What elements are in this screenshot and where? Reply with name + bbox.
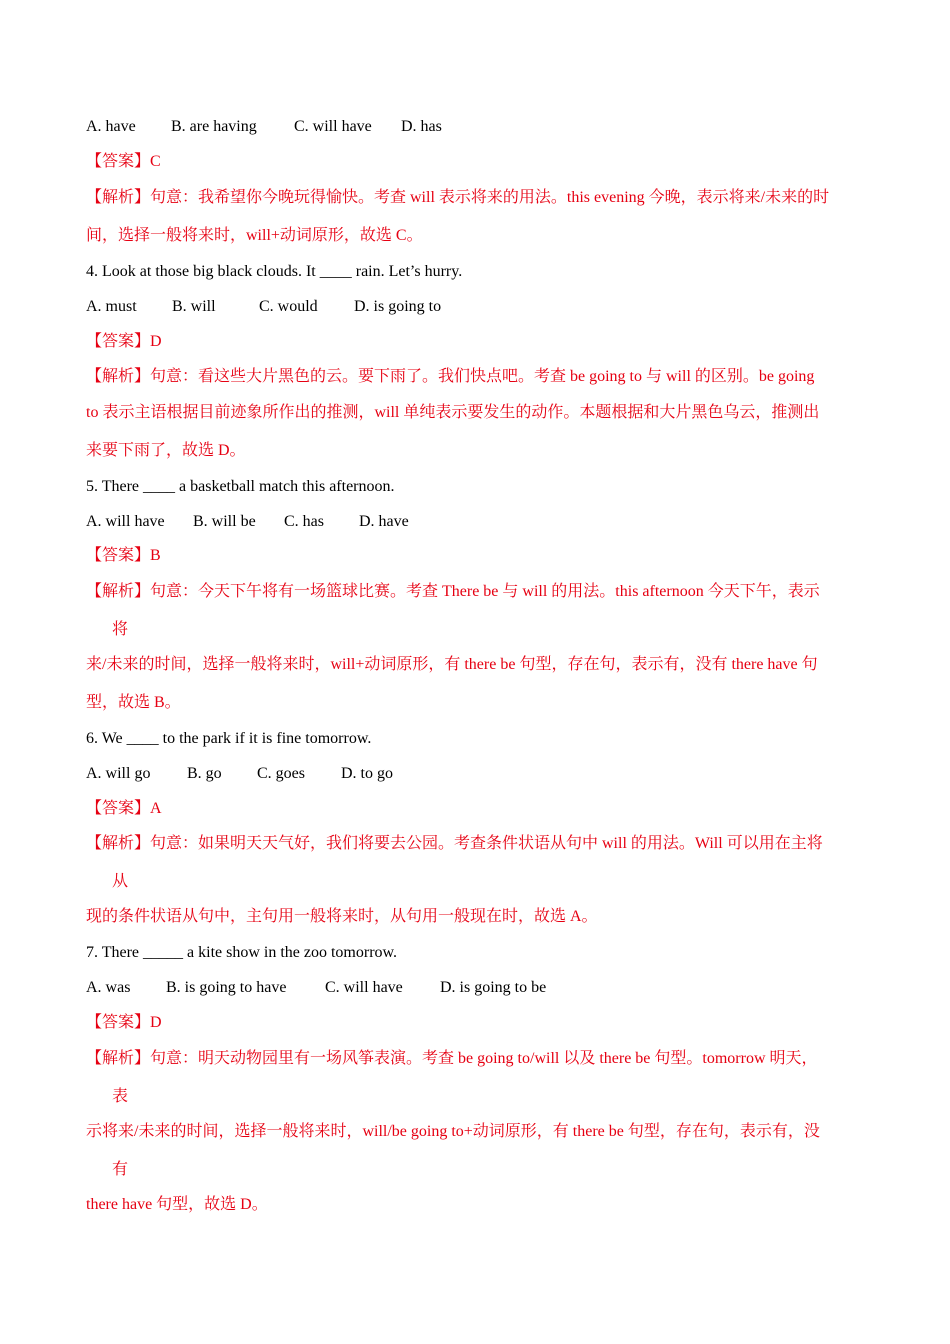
q7-analysis-line-3: 示将来/未来的时间，选择一般将来时，will/be going to+动词原形，有 there be 句型，存在句，表示有，没: [86, 1123, 820, 1140]
q4-option-c: C. would: [259, 298, 318, 315]
q5-options: [86, 512, 409, 532]
q5-analysis-line-1: 【解析】句意：今天下午将有一场篮球比赛。考查 There be 与 will 的用法。this afternoon 今天下午，表示: [86, 583, 820, 600]
q3-analysis-line-2: 间，选择一般将来时，will+动词原形，故选 C。: [86, 227, 423, 244]
q3-option-d: D. has: [401, 118, 442, 135]
q7-analysis-line-1: 【解析】句意：明天动物园里有一场风筝表演。考查 be going to/will 以及 there be 句型。tomorrow 明天，: [86, 1050, 818, 1067]
q4-option-d: D. is going to: [354, 298, 442, 315]
q6-option-a: A. will go: [86, 765, 151, 782]
q6-option-c: C. goes: [257, 765, 305, 782]
q7-answer: 【答案】D: [86, 1014, 162, 1031]
q3-analysis-line-1: 【解析】句意：我希望你今晚玩得愉快。考查 will 表示将来的用法。this evening 今晚，表示将来/未来的时: [86, 189, 830, 206]
q6-analysis-line-2: 从: [112, 873, 129, 890]
q7-options: [86, 978, 546, 998]
q7-option-d: D. is going to be: [440, 979, 547, 996]
q5-analysis-line-3: 来/未来的时间，选择一般将来时，will+动词原形，有 there be 句型，存在句，表示有，没有 there have 句: [86, 656, 818, 673]
q5-option-d: D. have: [359, 513, 409, 530]
q4-options: [86, 297, 441, 317]
q3-option-c: C. will have: [294, 118, 372, 135]
q7-option-a: A. was: [86, 979, 131, 996]
q6-answer: 【答案】A: [86, 800, 162, 817]
q6-analysis-line-1: 【解析】句意：如果明天天气好，我们将要去公园。考查条件状语从句中 will 的用法。Will 可以用在主将: [86, 835, 823, 852]
q5-option-b: B. will be: [193, 513, 256, 530]
q6-option-b: B. go: [187, 765, 222, 782]
q4-analysis-line-3: 来要下雨了，故选 D。: [86, 442, 246, 459]
q4-analysis-line-2: to 表示主语根据目前迹象所作出的推测，will 单纯表示要发生的动作。本题根据和大片黑色乌云，推测出: [86, 404, 820, 421]
q7-analysis-line-2: 表: [112, 1088, 129, 1105]
q4-question: 4. Look at those big black clouds. It ____ rain. Let’s hurry.: [86, 263, 463, 280]
q7-option-c: C. will have: [325, 979, 403, 996]
q7-question: 7. There _____ a kite show in the zoo tomorrow.: [86, 944, 398, 961]
q4-option-b: B. will: [172, 298, 216, 315]
q5-option-a: A. will have: [86, 513, 165, 530]
q3-option-a: A. have: [86, 118, 136, 135]
q4-option-a: A. must: [86, 298, 137, 315]
q5-analysis-line-2: 将: [112, 621, 129, 638]
q7-option-b: B. is going to have: [166, 979, 287, 996]
q6-option-d: D. to go: [341, 765, 393, 782]
q5-option-c: C. has: [284, 513, 324, 530]
q5-analysis-line-4: 型，故选 B。: [86, 694, 181, 711]
q5-question: 5. There ____ a basketball match this afternoon.: [86, 478, 395, 495]
q6-options: [86, 764, 393, 784]
q3-options: [86, 117, 442, 137]
q6-analysis-line-3: 现的条件状语从句中，主句用一般将来时，从句用一般现在时，故选 A。: [86, 908, 598, 925]
q4-answer: 【答案】D: [86, 333, 162, 350]
q5-answer: 【答案】B: [86, 547, 161, 564]
q7-analysis-line-4: 有: [112, 1161, 129, 1178]
q3-option-b: B. are having: [171, 118, 257, 135]
q3-answer: 【答案】C: [86, 153, 161, 170]
q6-question: 6. We ____ to the park if it is fine tomorrow.: [86, 730, 372, 747]
q4-analysis-line-1: 【解析】句意：看这些大片黑色的云。要下雨了。我们快点吧。考查 be going to 与 will 的区别。be going: [86, 368, 815, 385]
q7-analysis-line-5: there have 句型，故选 D。: [86, 1196, 268, 1213]
